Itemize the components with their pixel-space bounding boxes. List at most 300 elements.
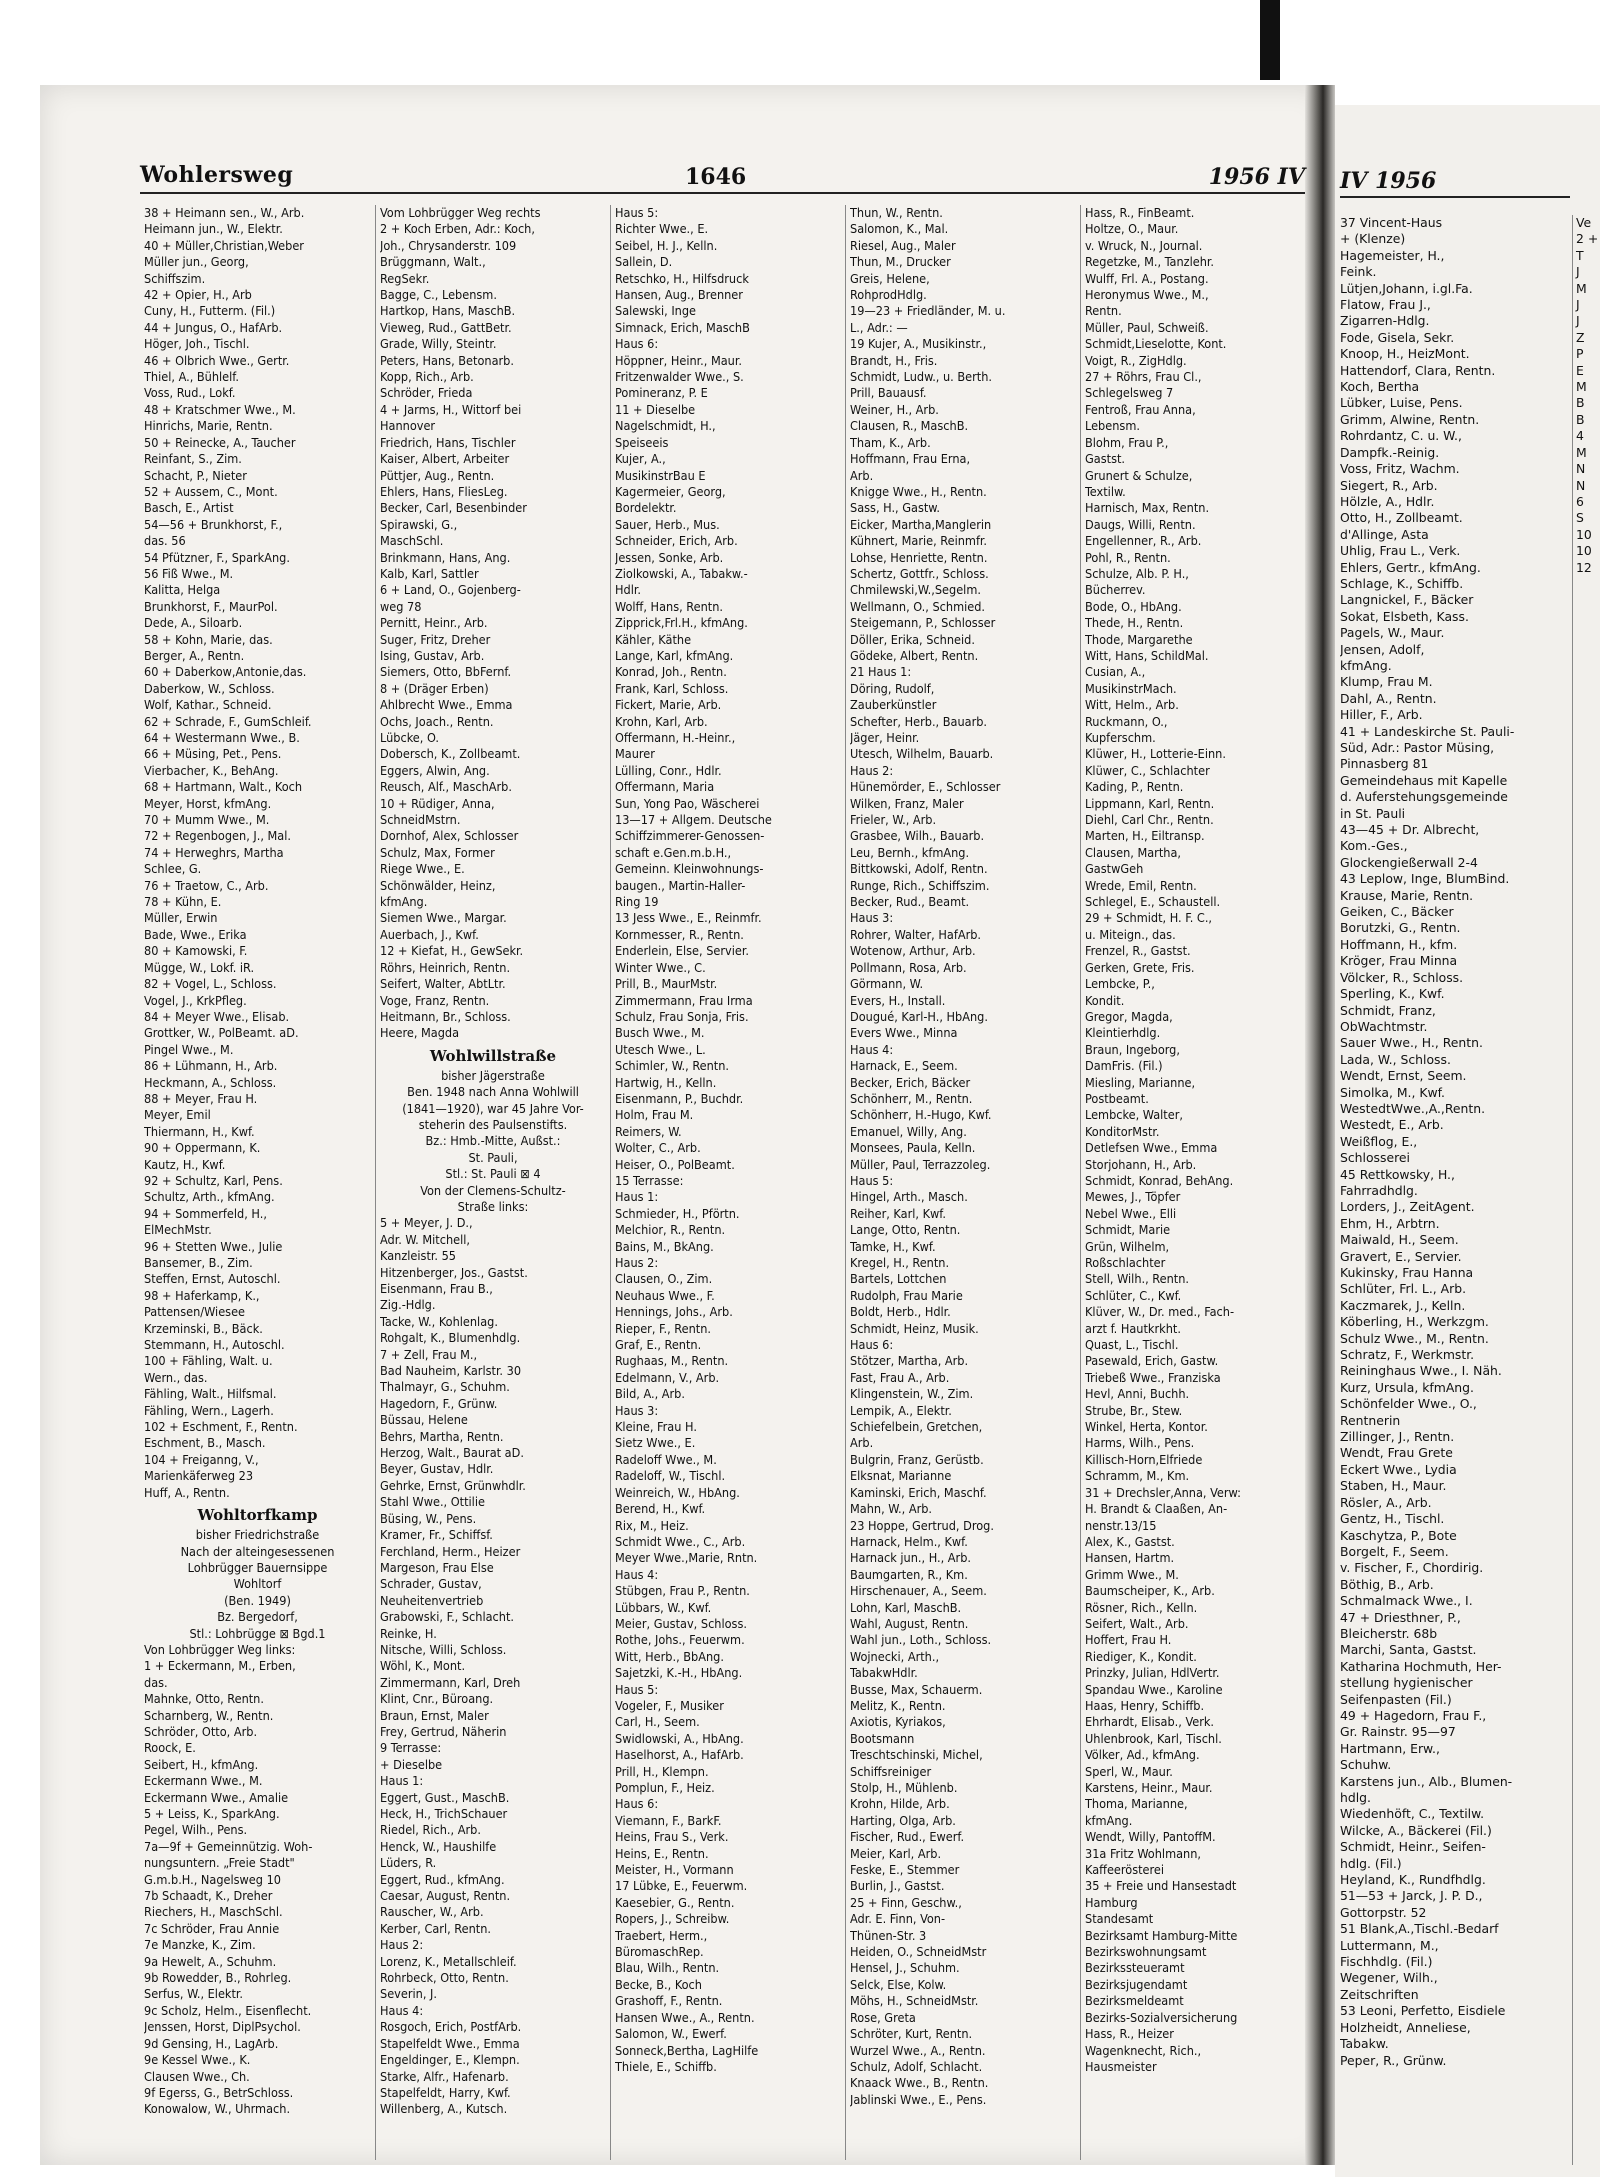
directory-entry: Neuheitenvertrieb (380, 1592, 484, 1608)
facing-directory-entry: Schmidt, Heinr., Seifen- (1340, 1839, 1486, 1855)
directory-entry: MaschSchl. (380, 533, 444, 549)
directory-entry: Kalb, Karl, Sattler (380, 565, 479, 581)
directory-entry: Hausmeister (1085, 2058, 1157, 2074)
facing-directory-entry: Luttermann, M., (1340, 1937, 1439, 1953)
directory-entry: Rohrbeck, Otto, Rentn. (380, 1970, 509, 1986)
directory-entry: Prill, Bauausf. (850, 385, 927, 401)
facing-directory-entry: d'Allinge, Asta (1340, 526, 1429, 542)
directory-entry: Detlefsen Wwe., Emma (1085, 1140, 1218, 1156)
directory-entry: Rohrer, Walter, HafArb. (850, 926, 982, 942)
directory-entry: Herzog, Walt., Baurat aD. (380, 1445, 524, 1461)
edge-fragment: 6 (1576, 493, 1584, 509)
directory-entry: Bootsmann (850, 1730, 915, 1746)
edge-fragment: 12 (1576, 559, 1592, 575)
directory-entry: u. Miteign., das. (1085, 926, 1176, 942)
directory-entry: Schrader, Gustav, (380, 1576, 482, 1592)
directory-entry: ElMechMstr. (144, 1222, 212, 1238)
directory-entry: Voigt, R., ZigHdlg. (1085, 352, 1187, 368)
edge-fragment: N (1576, 461, 1586, 477)
directory-entry: Killisch-Horn,Elfriede (1085, 1451, 1203, 1467)
facing-directory-entry: Krause, Marie, Rentn. (1340, 887, 1474, 903)
directory-entry: v. Wruck, N., Journal. (1085, 237, 1203, 253)
facing-directory-entry: Bleicherstr. 68b (1340, 1625, 1438, 1641)
directory-entry: Röhrs, Heinrich, Rentn. (380, 959, 511, 975)
directory-entry: Wagenknecht, Rich., (1085, 2042, 1202, 2058)
directory-entry: Offermann, H.-Heinr., (615, 730, 736, 745)
directory-entry: Klüwer, H., Lotterie-Einn. (1085, 746, 1226, 762)
directory-entry: Witt, Helm., Arb. (1085, 697, 1179, 713)
directory-entry: Hagedorn, F., Grünw. (380, 1395, 498, 1411)
directory-entry: Schefter, Herb., Bauarb. (850, 713, 988, 729)
facing-directory-entry: Wegener, Wilh., (1340, 1970, 1438, 1986)
directory-entry: Greis, Helene, (850, 270, 930, 286)
directory-entry: Grasbee, Wilh., Bauarb. (850, 828, 985, 844)
directory-entry: Wern., das. (144, 1369, 208, 1385)
directory-entry: Weinreich, W., HbAng. (615, 1484, 740, 1500)
directory-entry: 31 + Drechsler,Anna, Verw: (1085, 1484, 1241, 1500)
directory-entry: Klingenstein, W., Zim. (850, 1386, 974, 1402)
directory-entry: Jäger, Heinr. (850, 730, 920, 745)
directory-entry: 100 + Fähling, Walt. u. (144, 1353, 273, 1369)
facing-directory-entry: Hagemeister, H., (1340, 247, 1445, 263)
directory-entry: Schmidt, Konrad, BehAng. (1085, 1172, 1234, 1188)
directory-entry: Alex, K., Gastst. (1085, 1533, 1175, 1549)
facing-directory-entry: Schmalmack Wwe., I. (1340, 1593, 1473, 1609)
street-note-line: Stl.: Lohbrügge ⊠ Bgd.1 (189, 1625, 326, 1641)
directory-entry: Schramm, M., Km. (1085, 1468, 1190, 1484)
facing-directory-entry: Zeitschriften (1340, 1986, 1419, 2002)
edge-fragment: J (1576, 297, 1580, 313)
directory-entry: 66 + Müsing, Pet., Pens. (144, 746, 282, 762)
directory-entry: Schulz, Frau Sonja, Fris. (615, 1008, 749, 1024)
directory-entry: Holm, Frau M. (615, 1107, 694, 1123)
facing-directory-entry: 49 + Hagedorn, Frau F., (1340, 1707, 1487, 1723)
directory-column-3 (611, 205, 846, 2160)
directory-entry: Seibert, H., kfmAng. (144, 1756, 259, 1772)
directory-entry: Textilw. (1085, 483, 1126, 499)
edge-fragment: 2 + (1576, 231, 1599, 247)
facing-directory-entry: Fode, Gisela, Sekr. (1340, 329, 1455, 345)
street-heading: Wohlersweg (140, 162, 294, 188)
directory-entry: Harnack jun., H., Arb. (850, 1550, 972, 1566)
directory-entry: Eckermann Wwe., Amalie (144, 1789, 289, 1805)
directory-entry: Utesch Wwe., L. (615, 1041, 706, 1057)
directory-entry: Kalitta, Helga (144, 582, 221, 598)
directory-entry: Rothe, Johs., Feuerwm. (615, 1632, 745, 1648)
directory-entry: Eggert, Gust., MaschB. (380, 1789, 510, 1805)
directory-entry: 98 + Haferkamp, K., (144, 1287, 260, 1303)
directory-entry: Bezirks-Sozialversicherung (1085, 2009, 1238, 2025)
directory-entry: Haus 5: (615, 205, 659, 220)
directory-entry: Grunert & Schulze, (1085, 467, 1193, 483)
directory-entry: 96 + Stetten Wwe., Julie (144, 1238, 283, 1254)
facing-directory-entry: Rentnerin (1340, 1412, 1401, 1428)
directory-entry: Carl, H., Seem. (615, 1714, 700, 1730)
directory-entry: Wolter, C., Arb. (615, 1140, 701, 1156)
facing-directory-entry: Kröger, Frau Minna (1340, 953, 1458, 969)
directory-entry: nenstr.13/15 (1085, 1517, 1157, 1533)
directory-entry: BüromaschRep. (615, 1944, 704, 1960)
directory-entry: Riesel, Aug., Maler (850, 237, 956, 253)
directory-entry: Haus 2: (850, 762, 894, 778)
directory-entry: 52 + Aussem, C., Mont. (144, 483, 278, 499)
directory-entry: Basch, E., Artist (144, 500, 234, 516)
directory-entry: Bagge, C., Lebensm. (380, 287, 497, 303)
directory-entry: 4 + Jarms, H., Wittorf bei (380, 401, 522, 417)
directory-entry: 40 + Müller,Christian,Weber (144, 237, 304, 253)
directory-entry: Grün, Wilhelm, (1085, 1238, 1170, 1254)
directory-entry: Thede, H., Rentn. (1085, 615, 1184, 631)
directory-entry: Salewski, Inge (615, 303, 697, 319)
facing-directory-entry: Hoffmann, H., kfm. (1340, 936, 1458, 952)
directory-entry: Rose, Greta (850, 2009, 916, 2025)
directory-entry: Lange, Otto, Rentn. (850, 1222, 961, 1238)
edge-fragment: T (1576, 247, 1584, 263)
directory-entry: Hamburg (1085, 1894, 1138, 1910)
directory-entry: Wrede, Emil, Rentn. (1085, 877, 1197, 893)
directory-entry: Haus 4: (615, 1566, 659, 1582)
directory-entry: Seifert, Walt., Arb. (1085, 1615, 1189, 1631)
directory-entry: Frieler, W., Arb. (850, 812, 937, 828)
directory-entry: Schneider, Erich, Arb. (615, 533, 738, 549)
directory-entry: Stötzer, Martha, Arb. (850, 1353, 969, 1369)
directory-entry: 80 + Kamowski, F. (144, 943, 248, 959)
directory-entry: Kleine, Frau H. (615, 1419, 697, 1435)
directory-entry: Thiele, E., Schiffb. (615, 2058, 717, 2074)
directory-entry: baugen., Martin-Haller- (615, 877, 746, 893)
directory-entry: Scharnberg, W., Rentn. (144, 1707, 274, 1723)
directory-entry: 1 + Eckermann, M., Erben, (144, 1658, 296, 1674)
directory-entry: Tham, K., Arb. (850, 434, 931, 450)
directory-entry: Riedel, Rich., Arb. (380, 1822, 481, 1838)
directory-entry: Selck, Else, Kolw. (850, 1976, 947, 1992)
directory-entry: Stolp, H., Mühlenb. (850, 1780, 958, 1795)
directory-entry: 62 + Schrade, F., GumSchleif. (144, 713, 312, 729)
directory-entry: Ferchland, Herm., Heizer (380, 1543, 521, 1559)
facing-directory-entry: Maiwald, H., Seem. (1340, 1232, 1459, 1248)
directory-entry: Schönherr, M., Rentn. (850, 1090, 973, 1106)
directory-entry: Sauer, Herb., Mus. (615, 516, 720, 532)
facing-directory-entry: Borutzki, G., Rentn. (1340, 920, 1461, 936)
facing-directory-entry: Kom.-Ges., (1340, 838, 1408, 854)
directory-column-1 (140, 205, 376, 2160)
directory-entry: Pasewald, Erich, Gastw. (1085, 1353, 1219, 1369)
directory-entry: Holtze, O., Maur. (1085, 221, 1179, 237)
directory-entry: Radeloff, W., Tischl. (615, 1468, 726, 1484)
facing-directory-entry: 51—53 + Jarck, J. P. D., (1340, 1888, 1483, 1904)
directory-entry: Lübcke, O. (380, 730, 439, 745)
directory-entry: Bode, O., HbAng. (1085, 598, 1182, 614)
directory-entry: Wolff, Hans, Rentn. (615, 598, 723, 614)
facing-directory-entry: 45 Rettkowsky, H., (1340, 1166, 1455, 1182)
facing-directory-entry: Hattendorf, Clara, Rentn. (1340, 362, 1496, 378)
edge-fragment: M (1576, 280, 1587, 296)
directory-entry: Sperl, W., Maur. (1085, 1763, 1173, 1779)
facing-directory-entry: Langnickel, F., Bäcker (1340, 592, 1474, 608)
directory-entry: 7c Schröder, Frau Annie (144, 1920, 280, 1936)
directory-entry: GastwGeh (1085, 861, 1144, 877)
directory-entry: Rosgoch, Erich, PostfArb. (380, 2019, 522, 2035)
directory-entry: Schlegelsweg 7 (1085, 385, 1174, 401)
directory-entry: Lüders, R. (380, 1855, 437, 1871)
directory-entry: Schimler, W., Rentn. (615, 1058, 729, 1074)
directory-entry: 72 + Regenbogen, J., Mal. (144, 828, 291, 844)
directory-entry: Reimers, W. (615, 1123, 682, 1139)
directory-entry: Gerken, Grete, Fris. (1085, 959, 1195, 975)
facing-directory-entry: Voss, Fritz, Wachm. (1340, 461, 1460, 477)
facing-directory-entry: WestedtWwe.,A.,Rentn. (1340, 1100, 1486, 1116)
directory-entry: Regetzke, M., Tanzlehr. (1085, 254, 1214, 270)
directory-entry: Feske, E., Stemmer (850, 1862, 960, 1878)
street-note-line: Bz.: Hmb.-Mitte, Außst.: (425, 1133, 561, 1149)
facing-directory-entry: Lübker, Luise, Pens. (1340, 395, 1463, 411)
directory-entry: Busch Wwe., M. (615, 1025, 705, 1041)
directory-entry: Stemmann, H., Autoschl. (144, 1337, 285, 1353)
directory-entry: Fischer, Rud., Ewerf. (850, 1829, 965, 1845)
directory-entry: Krzeminski, B., Bäck. (144, 1320, 263, 1336)
directory-entry: 19—23 + Friedländer, M. u. (850, 303, 1006, 319)
directory-entry: Hartkop, Hans, MaschB. (380, 303, 516, 319)
directory-entry: Edelmann, V., Arb. (615, 1369, 720, 1385)
facing-directory-entry: Fahrradhdlg. (1340, 1182, 1418, 1198)
directory-entry: Mahnke, Otto, Rentn. (144, 1691, 264, 1707)
street-note-line: bisher Jägerstraße (441, 1067, 545, 1083)
directory-entry: 6 + Land, O., Gojenberg- (380, 582, 521, 598)
directory-entry: 8 + (Dräger Erben) (380, 680, 489, 696)
facing-directory-entry: Kaczmarek, J., Kelln. (1340, 1297, 1466, 1313)
directory-entry: Standesamt (1085, 1911, 1154, 1927)
directory-entry: Dobersch, K., Zollbeamt. (380, 746, 521, 762)
directory-entry: Schiffzimmerer-Genossen- (615, 828, 765, 844)
directory-entry: Harms, Wilh., Pens. (1085, 1435, 1195, 1451)
directory-entry: Haus 5: (615, 1681, 659, 1697)
directory-entry: Hansen, Aug., Brenner (615, 287, 743, 303)
directory-entry: 29 + Schmidt, H. F. C., (1085, 910, 1213, 926)
directory-entry: Triebeß Wwe., Franziska (1085, 1369, 1221, 1385)
directory-entry: Schiffsreiniger (850, 1763, 932, 1779)
directory-entry: Frank, Karl, Schloss. (615, 680, 729, 696)
directory-entry: Haus 3: (615, 1402, 659, 1418)
facing-directory-entry: Holzheidt, Anneliese, (1340, 2019, 1471, 2035)
facing-directory-entry: Schlage, K., Schiffb. (1340, 575, 1464, 591)
directory-entry: 84 + Meyer Wwe., Elisab. (144, 1008, 290, 1024)
facing-directory-entry: hdlg. (1340, 1790, 1371, 1805)
directory-entry: Rieper, F., Rentn. (615, 1320, 711, 1336)
page-header (140, 158, 1305, 194)
facing-directory-entry: Tabakw. (1340, 2036, 1389, 2052)
directory-entry: das. 56 (144, 533, 186, 549)
directory-entry: Kondit. (1085, 992, 1125, 1008)
directory-entry: Sass, H., Gastw. (850, 500, 941, 516)
facing-directory-entry: Wilcke, A., Bäckerei (Fil.) (1340, 1822, 1492, 1838)
facing-directory-entry: 41 + Landeskirche St. Pauli- (1340, 723, 1515, 739)
directory-entry: Riege Wwe., E. (380, 861, 465, 877)
directory-entry: Ising, Gustav, Arb. (380, 647, 485, 663)
directory-entry: Engellenner, R., Arb. (1085, 533, 1202, 549)
directory-entry: + Dieselbe (380, 1756, 443, 1772)
directory-entry: 92 + Schultz, Karl, Pens. (144, 1172, 283, 1188)
directory-entry: Bücherrev. (1085, 582, 1146, 598)
directory-entry: Arb. (850, 1435, 874, 1451)
directory-entry: 102 + Eschment, F., Rentn. (144, 1419, 298, 1435)
directory-entry: Evers, H., Install. (850, 992, 946, 1008)
directory-entry: Hevl, Anni, Buchh. (1085, 1386, 1190, 1402)
directory-entry: Ehrhardt, Elisab., Verk. (1085, 1714, 1215, 1730)
directory-entry: Wurzel Wwe., A., Rentn. (850, 2042, 986, 2058)
directory-entry: Bild, A., Arb. (615, 1386, 685, 1402)
directory-entry: Spandau Wwe., Karoline (1085, 1681, 1223, 1697)
directory-entry: 35 + Freie und Hansestadt (1085, 1878, 1237, 1894)
directory-entry: Schertz, Gottfr., Schloss. (850, 565, 989, 581)
facing-directory-entry: kfmAng. (1340, 657, 1392, 673)
directory-entry: Schiefelbein, Gretchen, (850, 1419, 983, 1435)
directory-entry: Zipprick,Frl.H., kfmAng. (615, 615, 748, 631)
directory-entry: 17 Lübke, E., Feuerwm. (615, 1878, 748, 1894)
directory-entry: Ochs, Joach., Rentn. (380, 713, 494, 729)
directory-entry: Zauberkünstler (850, 697, 937, 713)
directory-entry: Pomineranz, P. E (615, 385, 708, 401)
directory-entry: Hensel, J., Schuhm. (850, 1960, 960, 1976)
directory-entry: 60 + Daberkow,Antonie,das. (144, 664, 307, 680)
directory-entry: Marienkäferweg 23 (144, 1468, 254, 1484)
directory-entry: Bordelektr. (615, 500, 677, 516)
directory-entry: Fast, Frau A., Arb. (850, 1369, 950, 1385)
directory-entry: Gödeke, Albert, Rentn. (850, 647, 979, 663)
directory-entry: Frenzel, R., Gastst. (1085, 943, 1191, 959)
facing-directory-entry: Ehm, H., Arbtrn. (1340, 1215, 1440, 1231)
directory-entry: Meier, Gustav, Schloss. (615, 1615, 747, 1631)
directory-entry: Brinkmann, Hans, Ang. (380, 549, 511, 565)
directory-entry: Enderlein, Else, Servier. (615, 943, 749, 959)
directory-entry: Krohn, Karl, Arb. (615, 713, 708, 729)
directory-entry: Steffen, Ernst, Autoschl. (144, 1271, 281, 1287)
directory-entry: Kregel, H., Rentn. (850, 1255, 950, 1270)
directory-entry: Kaiser, Albert, Arbeiter (380, 451, 510, 467)
directory-entry: 7b Schaadt, K., Dreher (144, 1888, 273, 1904)
facing-directory-entry: 37 Vincent-Haus (1340, 215, 1443, 230)
directory-entry: Sietz Wwe., E. (615, 1435, 696, 1451)
facing-directory-entry: Sokat, Elsbeth, Kass. (1340, 608, 1469, 624)
directory-entry: 15 Terrasse: (615, 1172, 684, 1188)
directory-entry: 13 Jess Wwe., E., Reinmfr. (615, 910, 762, 926)
directory-entry: Vierbacher, K., BehAng. (144, 762, 279, 778)
directory-entry: schaft e.Gen.m.b.H., (615, 844, 732, 860)
directory-entry: Leu, Bernh., kfmAng. (850, 844, 970, 860)
facing-directory-entry: Siegert, R., Arb. (1340, 477, 1438, 493)
edge-fragment: B (1576, 411, 1585, 427)
directory-entry: Auerbach, J., Kwf. (380, 926, 479, 942)
directory-entry: Voge, Franz, Rentn. (380, 992, 490, 1008)
directory-entry: Eicker, Martha,Manglerin (850, 516, 992, 532)
directory-entry: Salomon, K., Mal. (850, 221, 949, 237)
directory-entry: Witt, Hans, SchildMal. (1085, 647, 1209, 663)
street-note-line: Stl.: St. Pauli ⊠ 4 (445, 1166, 541, 1182)
directory-entry: Haus 2: (380, 1937, 424, 1953)
directory-entry: Hdlr. (615, 582, 641, 598)
directory-entry: Schlee, G. (144, 861, 202, 877)
directory-entry: Lübbars, W., Kwf. (615, 1599, 712, 1615)
directory-entry: Wöhl, K., Mont. (380, 1658, 466, 1674)
directory-entry: Roßschlachter (1085, 1255, 1166, 1270)
directory-entry: Kaesebier, G., Rentn. (615, 1894, 735, 1910)
facing-directory-entry: Jensen, Adolf, (1340, 641, 1425, 657)
directory-entry: 5 + Leiss, K., SparkAng. (144, 1806, 280, 1821)
directory-entry: Witt, Herb., BbAng. (615, 1648, 724, 1664)
directory-entry: Grade, Willy, Steintr. (380, 336, 497, 352)
facing-directory-entry: Hölzle, A., Hdlr. (1340, 493, 1435, 509)
directory-entry: Hansen, Hartm. (1085, 1550, 1175, 1566)
facing-directory-entry: Kaschytza, P., Bote (1340, 1527, 1457, 1543)
directory-entry: Serfus, W., Elektr. (144, 1986, 244, 2002)
directory-entry: Steigemann, P., Schlosser (850, 615, 996, 631)
directory-entry: Burlin, J., Gastst. (850, 1878, 945, 1894)
directory-entry: Schmidt, Ludw., u. Berth. (850, 369, 992, 385)
directory-entry: Ruckmann, O., (1085, 713, 1168, 729)
directory-entry: Heiden, O., SchneidMstr (850, 1944, 987, 1960)
directory-entry: Schmidt, Marie (1085, 1222, 1171, 1238)
directory-entry: 94 + Sommerfeld, H., (144, 1205, 267, 1221)
directory-entry: Grashoff, F., Rentn. (615, 1993, 723, 2009)
directory-entry: Swidlowski, A., HbAng. (615, 1730, 744, 1746)
directory-entry: 42 + Opier, H., Arb (144, 287, 252, 303)
directory-entry: Melchior, R., Rentn. (615, 1222, 726, 1238)
directory-entry: Prill, B., MaurMstr. (615, 976, 718, 992)
directory-entry: Seibel, H. J., Kelln. (615, 237, 718, 253)
directory-entry: Ahlbrecht Wwe., Emma (380, 697, 513, 713)
directory-entry: Meister, H., Vormann (615, 1862, 734, 1878)
directory-entry: Haus 4: (380, 2002, 424, 2018)
edge-fragment: 4 (1576, 428, 1584, 444)
facing-directory-entry: d. Auferstehungsgemeinde (1340, 789, 1508, 805)
directory-entry: Knigge Wwe., H., Rentn. (850, 483, 987, 499)
directory-entry: 56 Fiß Wwe., M. (144, 565, 234, 581)
directory-entry: 44 + Jungus, O., HafArb. (144, 319, 283, 335)
directory-entry: Klüver, W., Dr. med., Fach- (1085, 1304, 1235, 1320)
directory-entry: 27 + Röhrs, Frau Cl., (1085, 369, 1202, 385)
directory-entry: Kupferschm. (1085, 730, 1156, 745)
directory-entry: 78 + Kühn, E. (144, 894, 222, 910)
directory-entry: kfmAng. (380, 894, 428, 910)
edge-fragment: J (1576, 264, 1580, 280)
directory-entry: Mahn, W., Arb. (850, 1501, 933, 1517)
directory-entry: Kautz, H., Kwf. (144, 1156, 226, 1172)
directory-entry: Wolf, Kathar., Schneid. (144, 697, 272, 713)
directory-entry: Seifert, Walter, AbtLtr. (380, 976, 506, 992)
directory-entry: Ropers, J., Schreibw. (615, 1911, 730, 1927)
facing-directory-entry: 47 + Driesthner, P., (1340, 1609, 1461, 1625)
directory-entry: Huff, A., Rentn. (144, 1484, 230, 1500)
directory-entry: kfmAng. (1085, 1812, 1133, 1828)
directory-entry: Simnack, Erich, MaschB (615, 319, 750, 335)
directory-entry: Völker, Ad., kfmAng. (1085, 1747, 1200, 1763)
directory-entry: Eschment, B., Masch. (144, 1435, 266, 1451)
facing-directory-entry: Wiedenhöft, C., Textilw. (1340, 1806, 1485, 1822)
directory-entry: Heimann jun., W., Elektr. (144, 221, 283, 237)
directory-entry: Müller jun., Georg, (144, 254, 249, 270)
directory-entry: Kaffeerösterei (1085, 1862, 1165, 1878)
directory-entry: G.m.b.H., Nagelsweg 10 (144, 1871, 281, 1887)
directory-entry: 54 Pfützner, F., SparkAng. (144, 549, 290, 565)
directory-entry: Konowalow, W., Uhrmach. (144, 2101, 291, 2117)
facing-directory-entry: Köberling, H., Werkzgm. (1340, 1314, 1489, 1330)
directory-entry: Kleintierhdlg. (1085, 1025, 1161, 1041)
directory-entry: Rix, M., Heiz. (615, 1517, 689, 1533)
facing-directory-entry: Wendt, Ernst, Seem. (1340, 1068, 1467, 1084)
street-section-heading: Wohlwillstraße (429, 1046, 557, 1065)
directory-entry: Siemers, Otto, BbFernf. (380, 664, 512, 680)
facing-directory-entry: Klump, Frau M. (1340, 674, 1433, 690)
directory-entry: Schacht, P., Nieter (144, 467, 247, 483)
